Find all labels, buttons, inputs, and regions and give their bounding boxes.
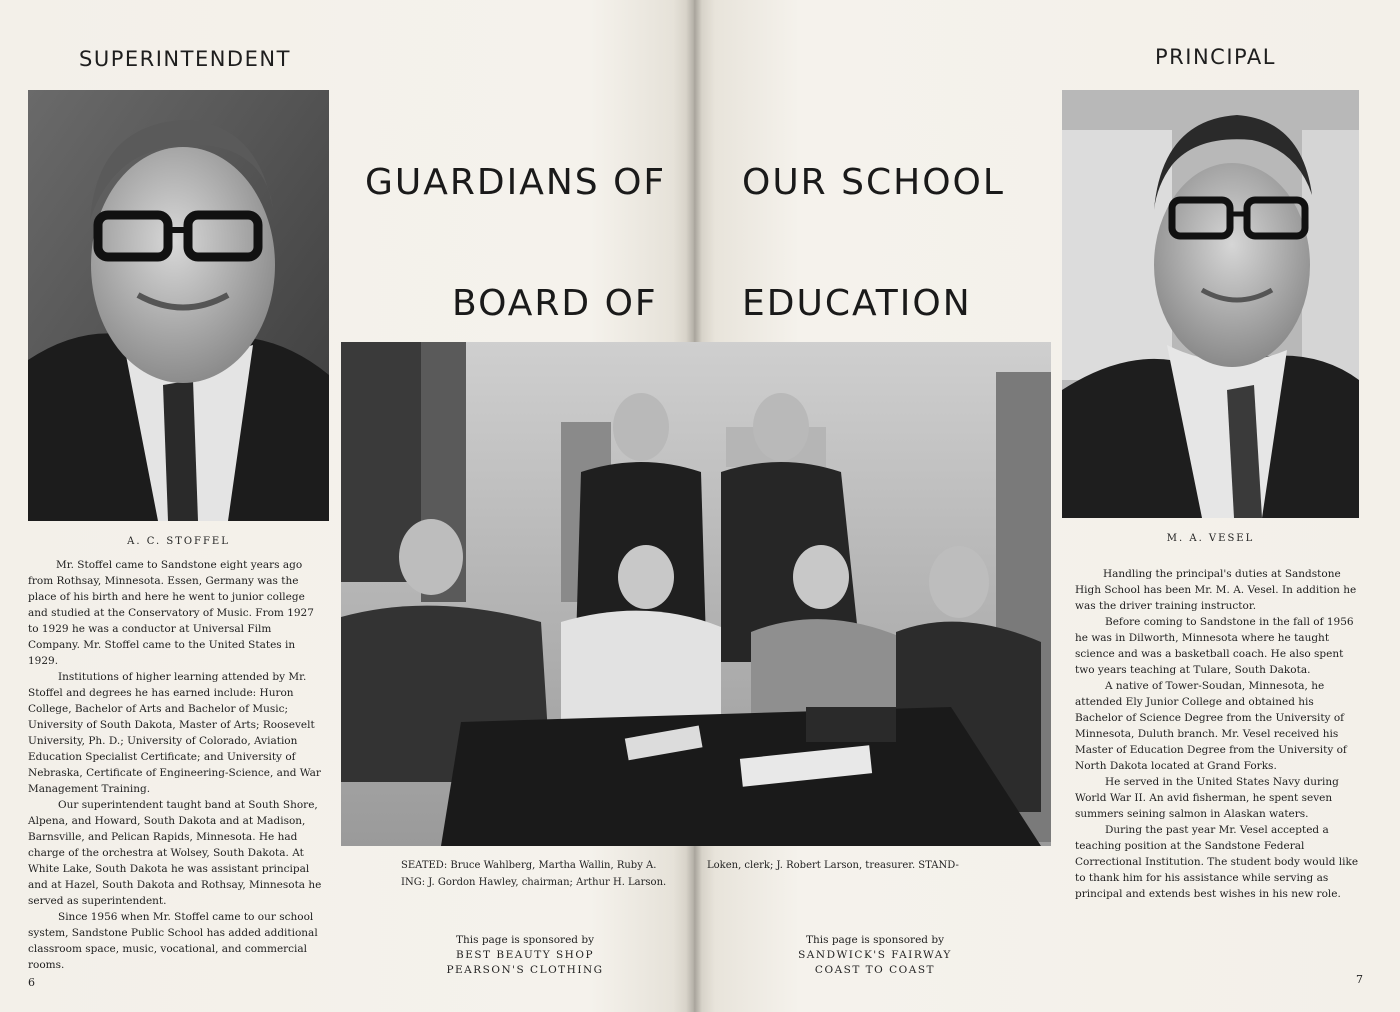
headline-board-of: BOARD OF	[452, 283, 658, 324]
headline-education: EDUCATION	[742, 283, 972, 324]
principal-portrait	[1062, 90, 1359, 518]
bio-paragraph: During the past year Mr. Vesel accepted a teaching position at the Sandstone Federal Correctional Institution. The student body would like to thank him for his assistance while serving as principal and extends best wishes in his new role.	[1075, 824, 1359, 900]
principal-portrait-image	[1062, 90, 1359, 518]
sponsor-name: PEARSON'S CLOTHING	[446, 964, 604, 976]
group-caption-line1-right: Loken, clerk; J. Robert Larson, treasurer. STAND-	[707, 860, 959, 871]
page-number-left: 6	[28, 976, 35, 989]
left-sponsor-block	[430, 933, 620, 978]
headline-our-school: OUR SCHOOL	[742, 162, 1005, 203]
board-group-photo	[341, 342, 1051, 846]
bio-paragraph: He served in the United States Navy during World War II. An avid fisherman, he spent seven summers seining salmon in Alaskan waters.	[1075, 776, 1339, 820]
group-caption-line2: ING: J. Gordon Hawley, chairman; Arthur H. Larson.	[401, 877, 667, 888]
principal-label: PRINCIPAL	[1155, 45, 1276, 69]
superintendent-bio	[28, 557, 326, 973]
bio-paragraph: A native of Tower-Soudan, Minnesota, he attended Ely Junior College and obtained his Bachelor of Science Degree from the University of Minnesota, Duluth branch. Mr. Vesel received his Master of Education Degree from the University of North Dakota located at Grand Forks.	[1075, 680, 1347, 772]
group-caption-line1-left: SEATED: Bruce Wahlberg, Martha Wallin, Ruby A.	[401, 860, 657, 871]
superintendent-portrait	[28, 90, 329, 521]
bio-paragraph: Since 1956 when Mr. Stoffel came to our school system, Sandstone Public School has added additional classroom space, music, vocational, and commercial rooms.	[28, 911, 318, 971]
sponsor-name: SANDWICK'S FAIRWAY	[798, 949, 952, 961]
board-group-photo-image	[341, 342, 1051, 846]
sponsor-name: BEST BEAUTY SHOP	[455, 949, 595, 961]
sponsor-intro: This page is sponsored by	[805, 934, 945, 946]
superintendent-name: A. C. STOFFEL	[127, 536, 230, 547]
sponsor-intro: This page is sponsored by	[455, 934, 595, 946]
bio-paragraph: Institutions of higher learning attended by Mr. Stoffel and degrees he has earned include: Huron College, Bachelor of Arts and Bachelor of Music; University of South Dakota, Master of Arts; Roosevelt University, Ph. D.; University of Colorado, Aviation Education Specialist Certificate; and University of Nebraska, Certificate of Engineering-Science, and War Management Training.	[28, 671, 321, 795]
right-sponsor-block	[780, 933, 970, 978]
superintendent-label: SUPERINTENDENT	[79, 47, 291, 71]
principal-name: M. A. VESEL	[1166, 533, 1255, 544]
bio-paragraph: Handling the principal's duties at Sandstone High School has been Mr. M. A. Vesel. In addition he was the driver training instructor.	[1075, 568, 1357, 612]
bio-paragraph: Before coming to Sandstone in the fall of 1956 he was in Dilworth, Minnesota where he taught science and was a basketball coach. He also spent two years teaching at Tulare, South Dakota.	[1075, 616, 1354, 676]
superintendent-portrait-image	[28, 90, 329, 521]
headline-guardians-of: GUARDIANS OF	[365, 162, 667, 203]
principal-bio	[1075, 566, 1361, 902]
bio-paragraph: Mr. Stoffel came to Sandstone eight years ago from Rothsay, Minnesota. Essen, Germany was the place of his birth and here he went to junior college and studied at the Conservatory of Music. From 1927 to 1929 he was a conductor at Universal Film Company. Mr. Stoffel came to the United States in 1929.	[28, 559, 314, 667]
sponsor-name: COAST TO COAST	[814, 964, 936, 976]
bio-paragraph: Our superintendent taught band at South Shore, Alpena, and Howard, South Dakota and at Madison, Barnsville, and Pelican Rapids, Minnesota. He had charge of the orchestra at Wolsey, South Dakota. At White Lake, South Dakota he was assistant principal and at Hazel, South Dakota and Rothsay, Minnesota he served as superintendent.	[28, 799, 322, 907]
page-number-right: 7	[1356, 973, 1363, 986]
